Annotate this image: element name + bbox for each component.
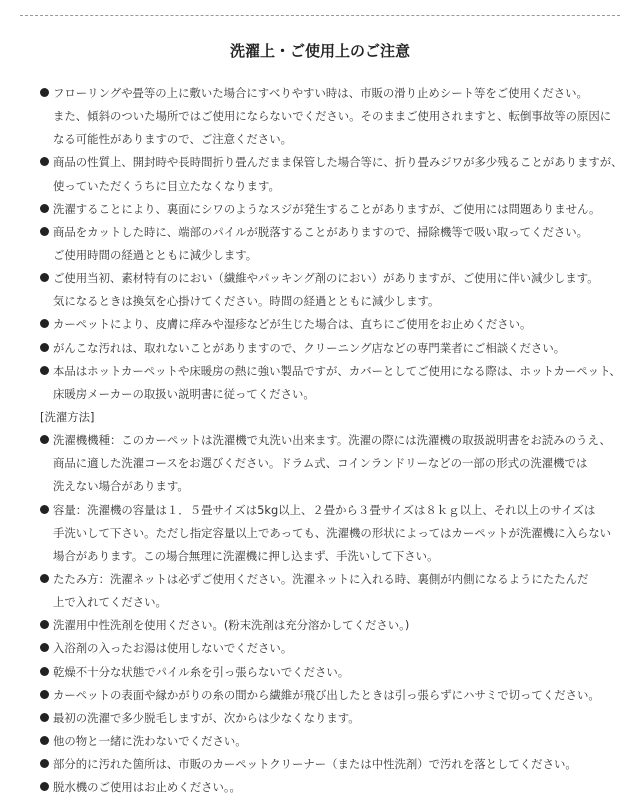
notice-text: なる可能性がありますので、ご注意ください。 [53,132,292,147]
notice-item [40,313,630,336]
notice-text: 洗濯用中性洗剤を使用ください。(粉末洗剤は充分溶かしてください。) [53,618,410,633]
notice-text: 洗濯機機種：このカーペットは洗濯機で丸洗い出来ます。洗濯の際には洗濯機の取扱説明書をお読みのうえ、 [53,433,611,448]
notice-item [40,82,630,105]
notice-text: カーペットにより、皮膚に痒みや湿疹などが生じた場合は、直ちにご使用をお止めください。 [53,317,532,332]
notice-item-continuation [40,452,630,475]
notice-text: 手洗いして下さい。ただし指定容量以上であっても、洗濯機の形状によってはカーペットが洗濯機に入らない [53,525,612,540]
notice-item [40,337,630,360]
notice-content [40,82,630,799]
bullet-dot-icon [40,267,53,290]
notice-text: カーペットの表面や縁かがりの糸の間から繊維が飛び出したときは引っ張らずにハサミで切ってください。 [53,687,600,702]
notice-item [40,499,630,522]
notice-text: 床暖房メーカーの取扱い説明書に従ってください。 [53,386,315,401]
notice-text: 洗えない場合があります。 [53,479,189,494]
bullet-dot-icon [40,151,53,174]
notice-item [40,614,630,637]
notice-text: 使っていただくうちに目立たなくなります。 [53,178,280,193]
bullet-dot-icon [40,730,53,753]
bullet-dot-icon [40,776,53,799]
bullet-dot-icon [40,661,53,684]
notice-item [40,730,630,753]
notice-text: 場合があります。この場合無理に洗濯機に押し込まず、手洗いして下さい。 [53,548,439,563]
notice-item-continuation [40,105,630,128]
notice-item-continuation [40,128,630,151]
notice-text: ご使用当初、素材特有のにおい（繊維やパッキング剤のにおい）がありますが、ご使用に伴い減少します。 [53,271,599,286]
notice-text: 入浴剤の入ったお湯は使用しないでください。 [53,641,293,656]
notice-item [40,637,630,660]
notice-item [40,661,630,684]
bullet-dot-icon [40,360,53,383]
bullet-dot-icon [40,221,53,244]
bullet-dot-icon [40,337,53,360]
top-dashed-divider [20,15,620,16]
notice-item [40,753,630,776]
page-title: 洗濯上・ご使用上のご注意 [229,42,410,60]
notice-item-continuation [40,244,630,267]
notice-text: 商品の性質上、開封時や長時間折り畳んだまま保管した場合等に、折り畳みジワが多少残ることがありますが、 [53,155,623,170]
bullet-dot-icon [40,614,53,637]
bullet-dot-icon [40,429,53,452]
notice-item [40,707,630,730]
notice-text: 商品に適した洗濯コースをお選びください。ドラム式、コインランドリーなどの一部の形式の洗濯機では [53,456,588,471]
notice-text: 商品をカットした時に、端部のパイルが脱落することがありますので、掃除機等で吸い取ってください。 [53,224,589,239]
notice-text: 容量：洗濯機の容量は１．５畳サイズは5kg以上、２畳から３畳サイズは８ｋｇ以上、それ以上のサイズは [53,502,596,517]
notice-item-continuation [40,383,630,406]
bullet-dot-icon [40,568,53,591]
notice-text: 他の物と一緒に洗わないでください。 [53,733,247,748]
bullet-dot-icon [40,499,53,522]
notice-text: また、傾斜のついた場所ではご使用にならないでください。そのままご使用されますと、転倒事故等の原因に [53,109,612,124]
bullet-dot-icon [40,684,53,707]
notice-item-continuation [40,475,630,498]
bullet-dot-icon [40,637,53,660]
notice-text: 最初の洗濯で多少脱毛しますが、次からは少なくなります。 [53,710,360,725]
notice-item-continuation [40,545,630,568]
notice-item [40,429,630,452]
bullet-dot-icon [40,707,53,730]
notice-item [40,267,630,290]
notice-item-continuation [40,522,630,545]
notice-text: 上で入れてください。 [53,595,167,610]
notice-item [40,776,630,799]
notice-item [40,198,630,221]
notice-text: ご使用時間の経過とともに減少します。 [53,247,258,262]
notice-item-continuation [40,290,630,313]
notice-item-continuation [40,591,630,614]
notice-text: 部分的に汚れた箇所は、市販のカーペットクリーナー（または中性洗剤）で汚れを落としてください。 [53,757,577,772]
bullet-dot-icon [40,82,53,105]
notice-item [40,151,630,174]
notice-item [40,684,630,707]
notice-item [40,221,630,244]
notice-text: がんこな汚れは、取れないことがありますので、クリーニング店などの専門業者にご相談ください。 [53,340,566,355]
bullet-dot-icon [40,753,53,776]
notice-text: 気になるときは換気を心掛けてください。時間の経過とともに減少します。 [53,294,440,309]
notice-text: 本品はホットカーペットや床暖房の熱に強い製品ですが、カバーとしてご使用になる際は、ホットカーペット、 [53,363,621,378]
notice-item-continuation [40,175,630,198]
notice-text: フローリングや畳等の上に敷いた場合にすべりやすい時は、市販の滑り止めシート等をご使用ください。 [53,86,588,100]
bullet-dot-icon [40,313,53,336]
notice-text: [洗濯方法] [40,409,95,424]
bullet-dot-icon [40,198,53,221]
notice-text: 脱水機のご使用はお止めください。。 [53,780,241,795]
section-heading [40,406,630,429]
notice-item [40,360,630,383]
notice-text: 乾燥不十分な状態でパイル糸を引っ張らないでください。 [53,664,350,679]
notice-item [40,568,630,591]
notice-text: 洗濯することにより、裏面にシワのようなスジが発生することがありますが、ご使用には問題ありません。 [53,201,601,216]
notice-text: たたみ方：洗濯ネットは必ずご使用ください。洗濯ネットに入れる時、裏側が内側になるようにたたんだ [53,571,589,586]
